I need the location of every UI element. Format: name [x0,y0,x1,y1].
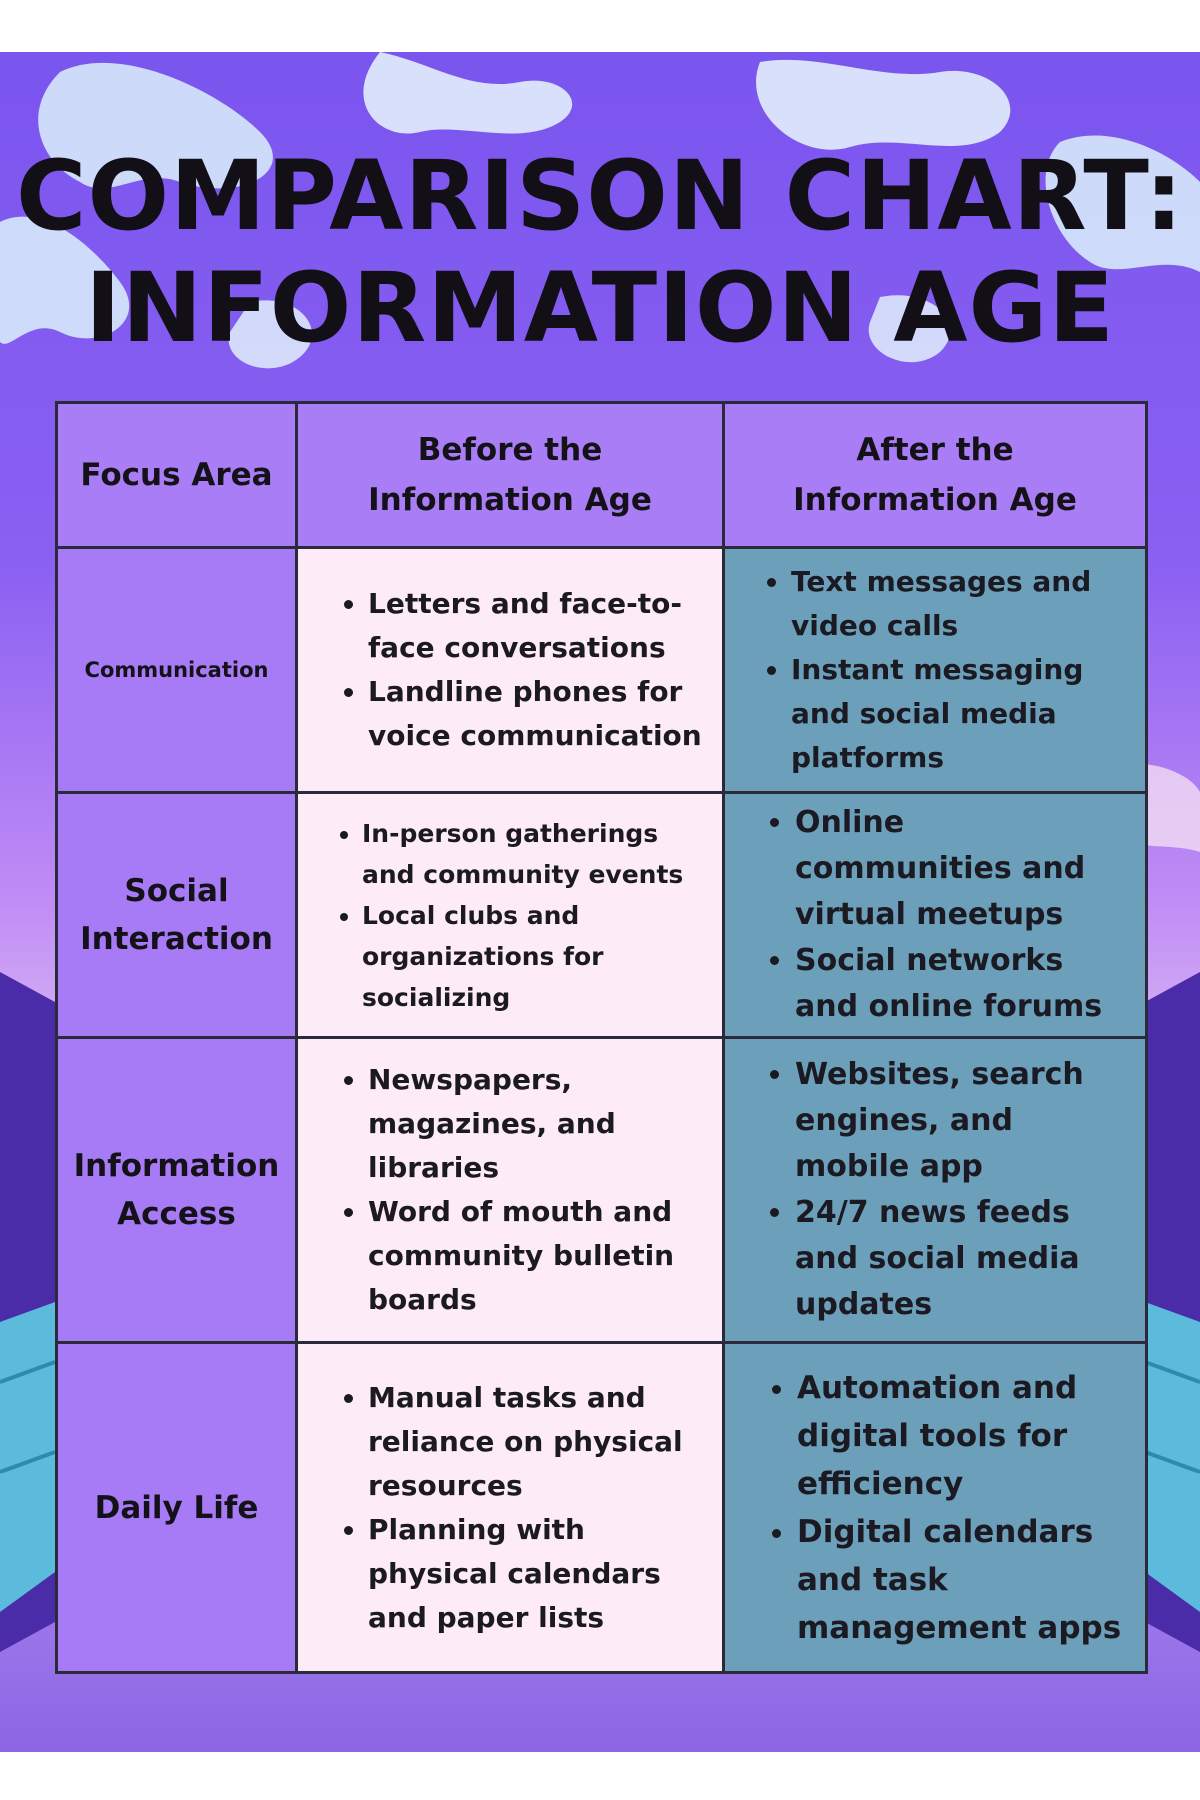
before-cell [297,1343,724,1673]
title-line-1: COMPARISON CHART: [16,140,1184,252]
cloud-shape [363,52,572,134]
table-row [57,1343,1147,1673]
list-item: • Websites, search engines, and mobile app [795,1052,1131,1190]
after-cell [724,793,1147,1038]
list-item: • Word of mouth and community bulletin boards [368,1190,708,1322]
table-row [57,548,1147,793]
list-item: • Online communities and virtual meetups [795,800,1131,938]
list-item: • In-person gatherings and community events [362,813,708,895]
poster [0,52,1200,1752]
list-item: • Digital calendars and task management apps [797,1508,1131,1652]
header-before: Before the Information Age [297,403,724,548]
list-item: • Manual tasks and reliance on physical resources [368,1376,708,1508]
list-item: • Planning with physical calendars and paper lists [368,1508,708,1640]
before-cell [297,793,724,1038]
list-item: • Text messages and video calls [791,560,1131,648]
list-item: • Automation and digital tools for efficiency [797,1364,1131,1508]
header-focus-area: Focus Area [57,403,297,548]
focus-cell: Communication [57,548,297,793]
before-cell [297,1038,724,1343]
after-cell [724,548,1147,793]
focus-cell: Daily Life [57,1343,297,1673]
table-row [57,1038,1147,1343]
after-cell [724,1038,1147,1343]
focus-cell: Social Interaction [57,793,297,1038]
header-after: After the Information Age [724,403,1147,548]
before-cell [297,548,724,793]
table-header-row [57,403,1147,548]
list-item: • Letters and face-to-face conversations [368,582,708,670]
cloud-shape [756,60,1010,150]
list-item: • 24/7 news feeds and social media updates [795,1190,1131,1328]
table-row [57,793,1147,1038]
comparison-table [55,401,1148,1674]
list-item: • Landline phones for voice communication [368,670,708,758]
list-item: • Instant messaging and social media platforms [791,648,1131,780]
list-item: • Social networks and online forums [795,938,1131,1030]
list-item: • Local clubs and organizations for socializing [362,895,708,1018]
after-cell [724,1343,1147,1673]
focus-cell: Information Access [57,1038,297,1343]
list-item: • Newspapers, magazines, and libraries [368,1058,708,1190]
page-title [0,140,1200,364]
title-line-2: INFORMATION AGE [85,252,1115,364]
